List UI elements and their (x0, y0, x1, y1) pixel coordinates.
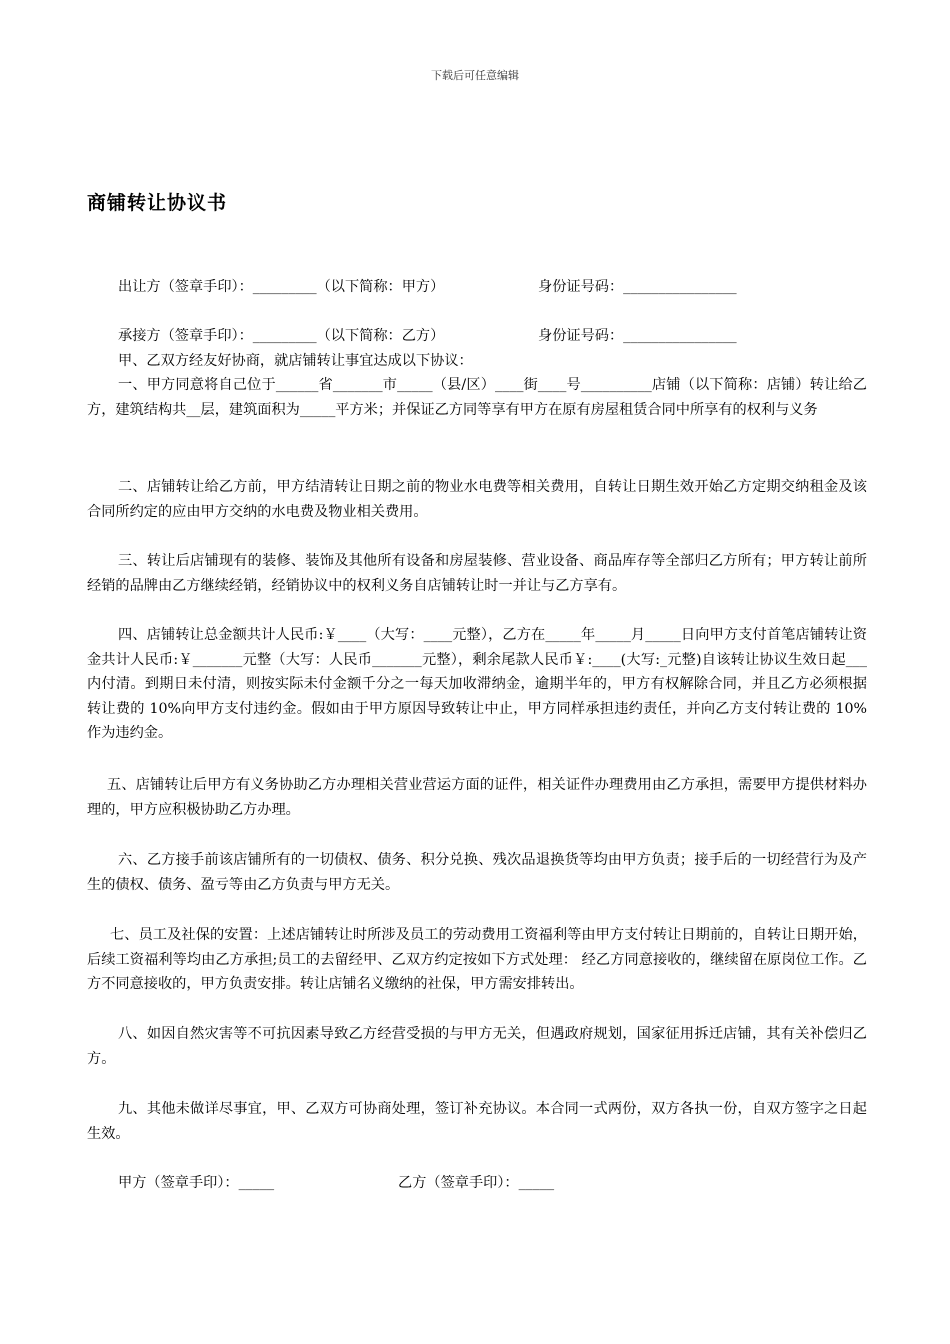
page-header: 下载后可任意编辑 (431, 69, 519, 82)
transferor-id-line: 身份证号码：________________ (538, 279, 737, 295)
signature-party-b: 乙方（签章手印）：_____ (398, 1175, 555, 1191)
clause-4-text: 四、店铺转让总金额共计人民币:￥____（大写：____元整），乙方在_____年_____月_____日向甲方支付首笔店铺转让资金共计人民币:￥_______元整（大写：人民币_______元整），剩余尾款人民币￥:____(大写:_元整)自该转让协议生效日起___内付清。到期日未付清，则按实际未付金额千分之一每天加收滞纳金，逾期半年的，甲方有权解除合同，并且乙方必须根据转让费的 10%向甲方支付违约金。假如由于甲方原因导致转让中止，甲方同样承担违约责任，并向乙方支付转让费的 10%作为违约金。 (87, 627, 867, 741)
clause-2 (87, 475, 867, 524)
agreement-intro: 甲、乙双方经友好协商，就店铺转让事宜达成以下协议： (118, 353, 473, 369)
clause-7-text: 七、员工及社保的安置：上述店铺转让时所涉及员工的劳动费用工资福利等由甲方支付转让日期前的，自转让日期开始，后续工资福利等均由乙方承担;员工的去留经甲、乙双方约定按如下方式处理： 经乙方同意接收的，继续留在原岗位工作。乙方不同意接收的，甲方负责安排。转让店铺名义缴纳的社保，甲方需安排转出。 (87, 927, 867, 992)
clause-4 (87, 623, 867, 746)
document-title: 商铺转让协议书 (87, 192, 228, 214)
clause-5 (87, 773, 867, 822)
signature-party-a: 甲方（签章手印）：_____ (118, 1175, 275, 1191)
transferor-line: 出让方（签章手印）：_________（以下简称：甲方） (118, 279, 445, 295)
clause-8 (87, 1022, 867, 1071)
clause-2-text: 二、店铺转让给乙方前，甲方结清转让日期之前的物业水电费等相关费用，自转让日期生效开始乙方定期交纳租金及该合同所约定的应由甲方交纳的水电费及物业相关费用。 (87, 479, 867, 520)
clause-6-text: 六、乙方接手前该店铺所有的一切债权、债务、积分兑换、残次品退换货等均由甲方负责；接手后的一切经营行为及产生的债权、债务、盈亏等由乙方负责与甲方无关。 (87, 852, 867, 893)
clause-9-text: 九、其他未做详尽事宜，甲、乙双方可协商处理，签订补充协议。本合同一式两份，双方各执一份，自双方签字之日起生效。 (87, 1101, 867, 1142)
clause-9 (87, 1097, 867, 1146)
clause-6 (87, 848, 867, 897)
clause-3 (87, 549, 867, 598)
clause-5-text: 五、店铺转让后甲方有义务协助乙方办理相关营业营运方面的证件，相关证件办理费用由乙方承担，需要甲方提供材料办理的，甲方应积极协助乙方办理。 (87, 777, 867, 818)
clause-1-text: 一、甲方同意将自己位于______省_______市_____（县/区）____街____号__________店铺（以下简称：店铺）转让给乙方，建筑结构共__层，建筑面积为_____平方米；并保证乙方同等享有甲方在原有房屋租赁合同中所享有的权利与义务 (87, 377, 867, 418)
transferee-id-line: 身份证号码：________________ (538, 328, 737, 344)
clause-3-text: 三、转让后店铺现有的装修、装饰及其他所有设备和房屋装修、营业设备、商品库存等全部归乙方所有；甲方转让前所经销的品牌由乙方继续经销，经销协议中的权利义务自店铺转让时一并让与乙方享有。 (87, 553, 867, 594)
transferee-line: 承接方（签章手印）：_________（以下简称：乙方） (118, 328, 445, 344)
clause-7 (87, 923, 867, 997)
clause-8-text: 八、如因自然灾害等不可抗因素导致乙方经营受损的与甲方无关，但遇政府规划，国家征用拆迁店铺，其有关补偿归乙方。 (87, 1026, 867, 1067)
clause-1 (87, 373, 867, 422)
